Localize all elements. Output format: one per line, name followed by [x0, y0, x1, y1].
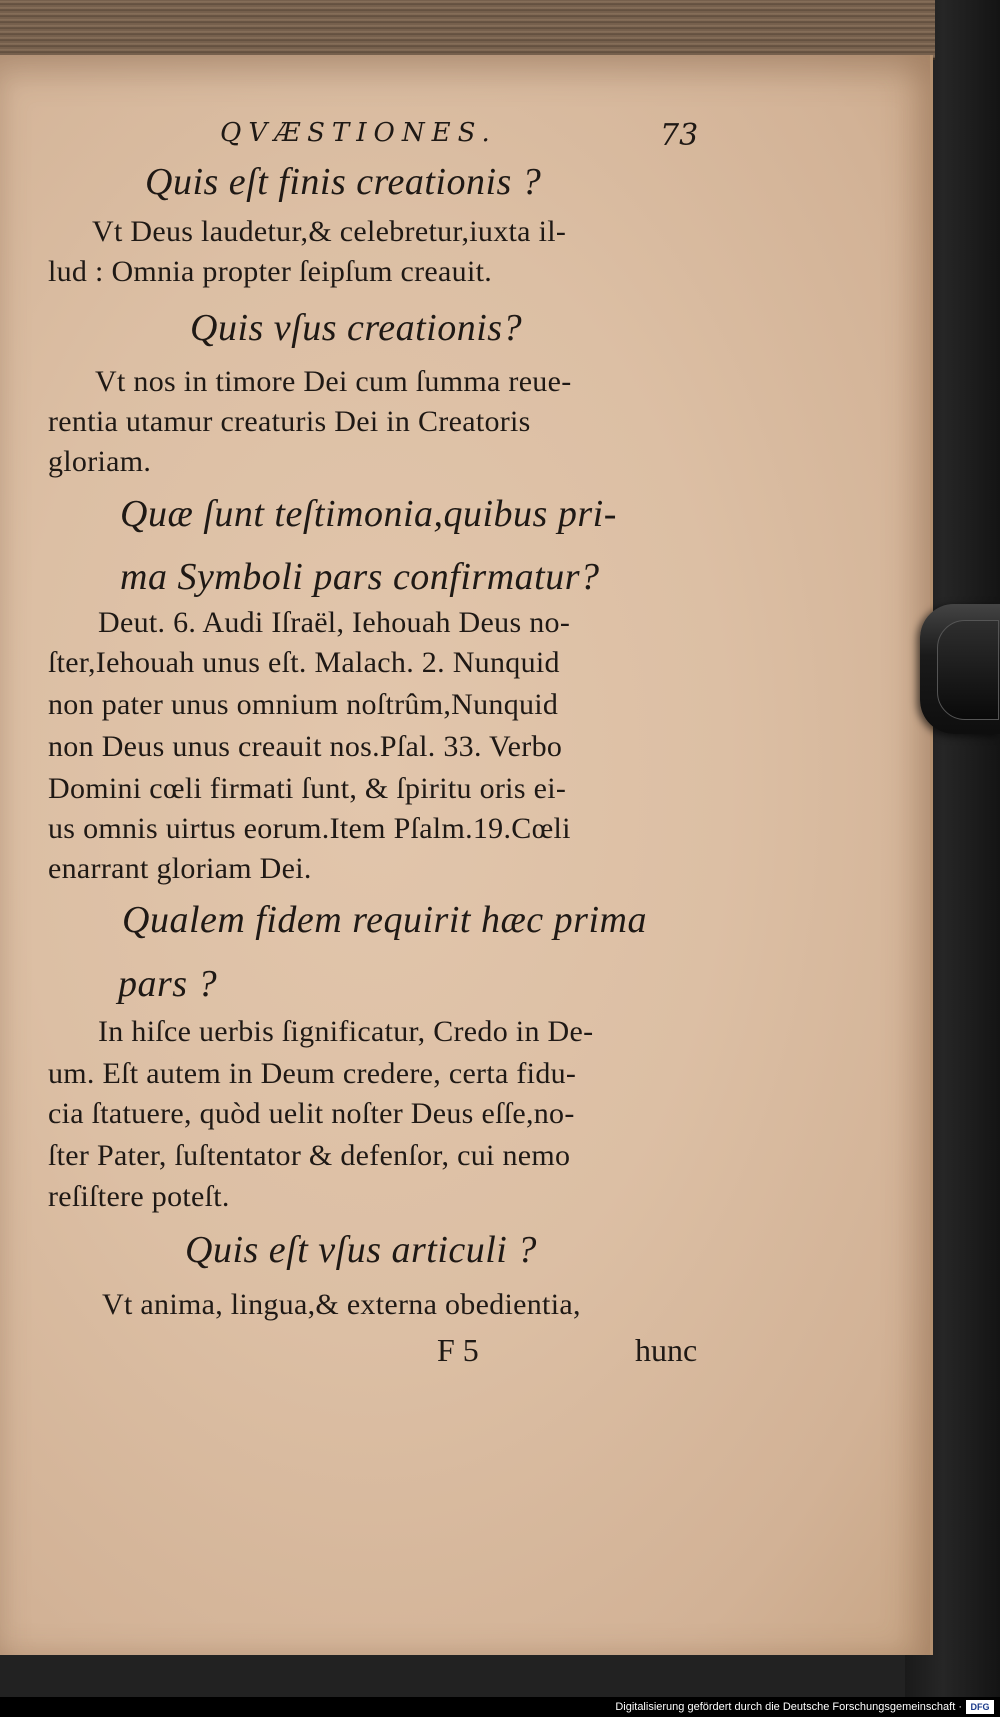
answer-line: non pater unus omnium noſtrûm,Nunquid: [48, 688, 559, 721]
question-heading: ma Symboli pars confirmatur?: [120, 556, 600, 598]
answer-line: reſiſtere poteſt.: [48, 1180, 230, 1213]
answer-line: us omnis uirtus eorum.Item Pſalm.19.Cœli: [48, 812, 571, 845]
folio-number: 73: [660, 118, 699, 153]
answer-line: Domini cœli firmati ſunt, & ſpiritu oris ei-: [48, 772, 567, 805]
dfg-logo: DFG: [966, 1700, 994, 1714]
answer-line: gloriam.: [48, 445, 152, 478]
question-heading: Quis vſus creationis?: [190, 307, 523, 349]
answer-line: Deut. 6. Audi Iſraël, Iehouah Deus no-: [98, 606, 571, 639]
page-clip-inner: [937, 620, 999, 720]
question-heading: Quis eſt finis creationis ?: [145, 161, 542, 203]
answer-line: Vt nos in timore Dei cum ſumma reue-: [95, 365, 572, 398]
answer-line: rentia utamur creaturis Dei in Creatoris: [48, 405, 531, 438]
question-heading: Qualem fidem requirit hæc prima: [122, 899, 647, 941]
question-heading: Quis eſt vſus articuli ?: [185, 1229, 537, 1271]
answer-line: ſter,Iehouah unus eſt. Malach. 2. Nunquid: [48, 646, 560, 679]
answer-line: non Deus unus creauit nos.Pſal. 33. Verbo: [48, 730, 563, 763]
answer-line: lud : Omnia propter ſeipſum creauit.: [48, 255, 493, 288]
answer-line: ſter Pater, ſuſtentator & defenſor, cui nemo: [48, 1139, 571, 1172]
question-heading: Quæ ſunt teſtimonia,quibus pri-: [120, 493, 617, 535]
answer-line: um. Eſt autem in Deum credere, certa fidu-: [48, 1057, 577, 1090]
answer-line: Vt anima, lingua,& externa obedientia,: [102, 1288, 581, 1321]
running-head: QVÆSTIONES.: [220, 118, 497, 148]
signature-mark: F 5: [437, 1332, 479, 1368]
answer-line: enarrant gloriam Dei.: [48, 852, 312, 885]
page-edges: [0, 0, 935, 60]
answer-line: cia ſtatuere, quòd uelit noſter Deus eſſe,no-: [48, 1097, 575, 1130]
question-heading: pars ?: [118, 963, 218, 1005]
answer-line: In hiſce uerbis ſignificatur, Credo in De-: [98, 1015, 594, 1048]
digitization-credit: Digitalisierung gefördert durch die Deutsche Forschungsgemeinschaft ·: [0, 1697, 1000, 1717]
answer-line: Vt Deus laudetur,& celebretur,iuxta il-: [92, 215, 567, 248]
catchword: hunc: [635, 1332, 698, 1368]
